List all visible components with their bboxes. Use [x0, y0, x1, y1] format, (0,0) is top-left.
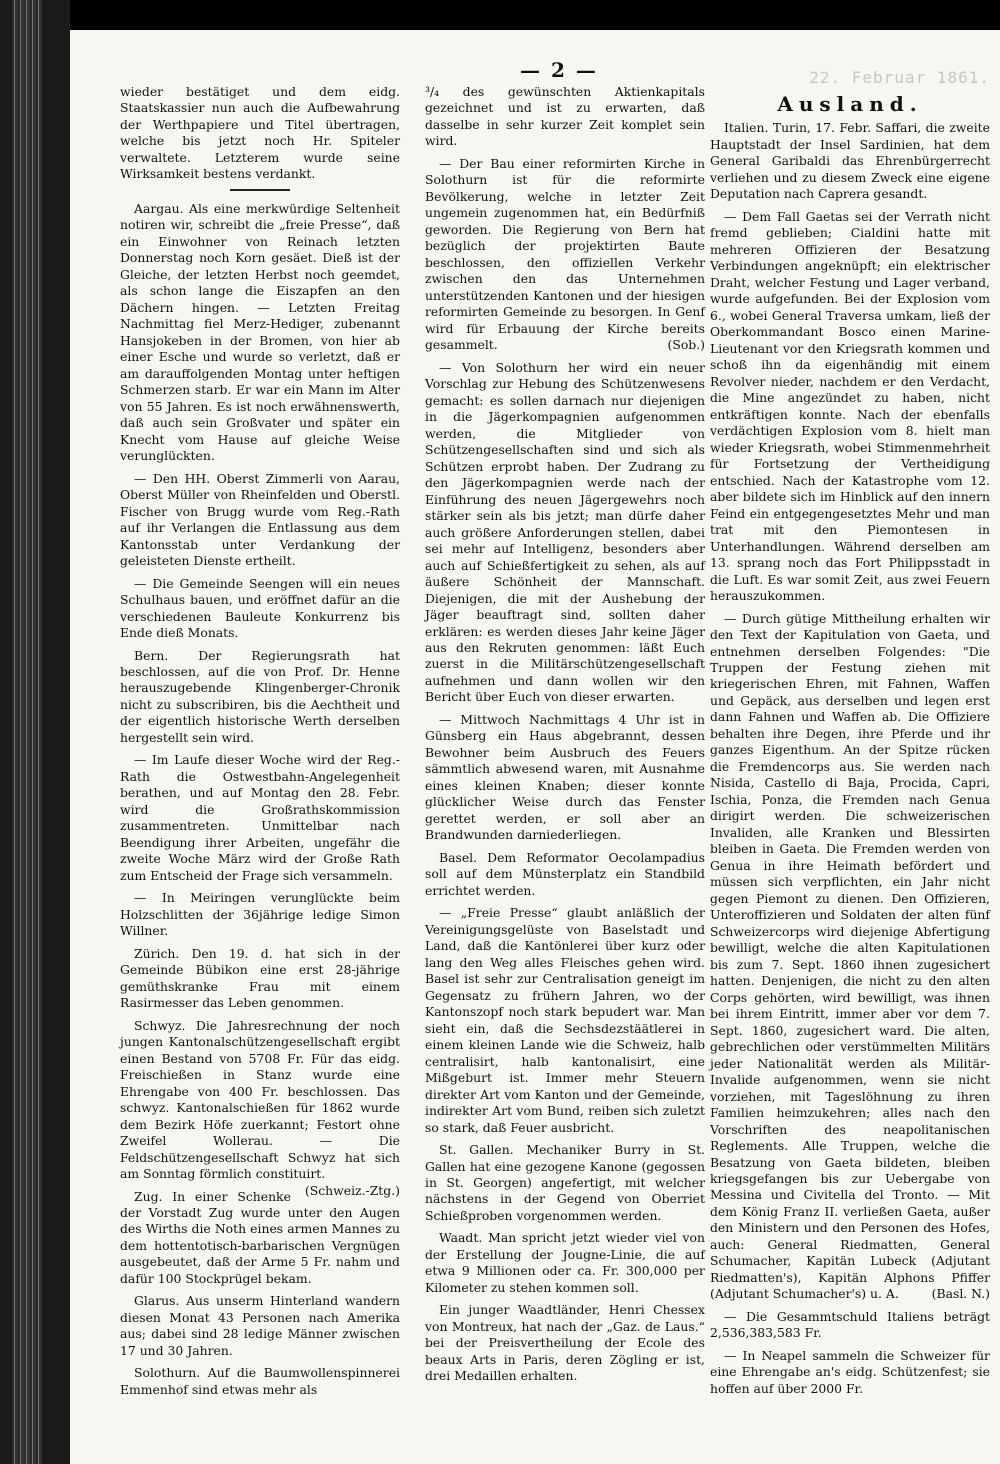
article-source: (Basl. N.)	[931, 1286, 990, 1302]
article: — Im Laufe dieser Woche wird der Reg.-Rath die Ostwestbahn-Angelegenheit berathen, und auf Montag den 28. Febr. wird die Großrathskommission zusammentreten. Unmittelbar nach Beendigung ihrer Arbeiten, ungefähr die zweite Woche März wird der Große Rath zum Entscheid der Frage sich versammeln.	[120, 752, 400, 883]
article	[425, 156, 705, 354]
article-basel: Basel. Dem Reformator Oecolampadius soll auf dem Münsterplatz ein Standbild errichtet werden.	[425, 849, 705, 898]
article: — Mittwoch Nachmittags 4 Uhr ist in Günsberg ein Haus abgebrannt, dessen Bewohner beim Ausbruch des Feuers sämmtlich abwesend waren, mit Ausnahme eines kleinen Knaben; dieser konnte glücklicher Weise durch das Fenster gerettet werden, er soll aber an Brandwunden darniederliegen.	[425, 711, 705, 843]
article: ³/₄ des gewünschten Aktienkapitals gezeichnet und ist zu erwarten, daß dasselbe in sehr kurzer Zeit komplet sein wird.	[425, 84, 705, 149]
article-st-gallen: St. Gallen. Mechaniker Burry in St. Gallen hat eine gezogene Kanone (gegossen in St. Georgen) angefertigt, mit welcher nächstens in der Gegend von Oberriet Schießproben vorgenommen werden.	[425, 1142, 705, 1223]
article-aargau: Aargau. Als eine merkwürdige Seltenheit notiren wir, schreibt die „freie Presse“, daß ein Einwohner von Reinach letzten Donnerstag noch Korn gesäet. Dieß ist der Gleiche, der letzten Herbst noch geemdet, als schon lange die Eiszapfen an den Dächern hingen. — Letzten Freitag Nachmittag fiel Merz-Hediger, zubenannt Hansjokeben in der Bromen, von hier ab einer Esche und wurde so verletzt, daß er am darauffolgenden Montag unter heftigen Schmerzen starb. Er war ein Mann im Alter von 55 Jahren. Es ist noch erwähnenswerth, daß auch sein Großvater und später ein Knecht vom Hause auf gleiche Weise verunglückten.	[120, 200, 400, 464]
article: — Die Gemeinde Seengen will ein neues Schulhaus bauen, und eröffnet dafür an die verschiedenen Bauleute Konkurrenz bis Ende dieß Monats.	[120, 575, 400, 641]
article: — Von Solothurn her wird ein neuer Vorschlag zur Hebung des Schützenwesens gemacht: es sollen darnach nur diejenigen in die Jägerkompagnien aufgenommen werden, die Mitglieder von Schützengesellschaften sind und sich als Schützen erprobt haben. Der Zudrang zu den Jägerkompagnien werde nach der Einführung des neuen Jägergewehrs noch stärker sein als bis jetzt; man dürfe daher auch größere Anforderungen stellen, dabei sei mehr auf Intelligenz, besonders aber auch auf Schießfertigkeit zu sehen, als auf äußere Schönheit der Mannschaft. Diejenigen, die mit der Aushebung der Jäger beauftragt sind, sollten daher erklären: es werden dieses Jahr keine Jäger aus den Rekruten genommen: läßt Euch zuerst in die Militärschützengesellschaft aufnehmen und dann wollen wir den Bericht über Euch von dieser erwarten.	[425, 359, 705, 705]
article-text: — Durch gütige Mittheilung erhalten wir den Text der Kapitulation von Gaeta, und entnehmen derselben Folgendes: "Die Truppen der Festung ziehen mit kriegerischen Ehren, mit Fahnen, Waffen und Gepäck, aus derselben und legen erst dann Fahnen und Waffen ab. Die Offiziere behalten ihre Degen, ihre Pferde und ihr ganzes Eigenthum. An der Spitze rücken die Fremdencorps aus. Sie werden nach Nisida, Castello di Baja, Procida, Capri, Ischia, Ponza, die Fremden nach Genua dirigirt werden. Die schweizerischen Invaliden, alle Kranken und Blessirten bleiben in Gaeta. Die Fremden werden von Genua in ihre Heimath befördert und müssen sich verpflichten, ein Jahr nicht gegen Piemont zu dienen. Den Offizieren, Unteroffizieren und Soldaten der alten fünf Schweizercorps wird diejenige Abfertigung bewilligt, welche die alten Kapitulationen bis zum 7. Sept. 1860 ihnen zugesichert hatten. Denjenigen, die nicht zu den alten Corps gehörten, wird bewilligt, was ihnen bei ihrem Eintritt, immer aber vor dem 7. Sept. 1860, zugesichert ward. Die alten, gebrechlichen oder verstümmelten Militärs jeder Nationalität werden als Militär-Invalide aufgenommen, wenn sie nicht vorziehen, mit Tageslöhnung zu ihren Familien heimzukehren; alles nach den Vorschriften des neapolitanischen Reglements. Alle Truppen, welche die Besatzung von Gaeta bildeten, bleiben kriegsgefangen bis zur Uebergabe von Messina und Civitella del Tronto. — Mit dem König Franz II. verließen Gaeta, außer den Ministern und den Personen des Hofes, auch: General Riedmatten, General Schumacher, Kapitän Lubeck (Adjutant Riedmatten's), Kapitän Alphons Pfiffer (Adjutant Schumacher's) u. A.	[710, 610, 990, 1302]
section-heading: Ausland.	[777, 92, 923, 116]
article: — Dem Fall Gaetas sei der Verrath nicht fremd geblieben; Cialdini hatte mit mehreren Offizieren der Besatzung Verbindungen angeknüpft; ein elektrischer Draht, welcher Festung und Lager verband, wurde aufgefunden. Bei der Explosion vom 6., wobei General Traversa umkam, ließ der Oberkommandant Bosco einen Marine-Lieutenant vor den Kriegsrath kommen und schoß ihn da eigenhändig mit einem Revolver nieder, nachdem er den Verdacht, die Mine angezündet zu haben, nicht entkräftigen konnte. Nach der ebenfalls verdächtigen Explosion vom 8. hielt man wieder Kriegsrath, wobei Stimmenmehrheit für Fortsetzung der Vertheidigung entschied. Nach der Katastrophe vom 12. aber bildete sich im Hinblick auf den innern Feind ein entgegengesetztes Mehr und man trat mit den Piemontesen in Unterhandlungen. Während derselben am 13. sprang noch das Fort Philippsstadt in die Luft. Es war somit Zeit, aus zwei Feuern herauszukommen.	[710, 208, 990, 604]
column-2	[425, 84, 705, 1391]
article-zug: Zug. In einer Schenke der Vorstadt Zug wurde unter den Augen des Wirths die Noth eines armen Mannes zu dem hottentotisch-barbarischen Vergnügen ausgebeutet, daß der Arme 5 Fr. nahm und dafür 100 Stockprügel bekam.	[120, 1188, 400, 1286]
article	[710, 611, 990, 1303]
article-source: (Schweiz.-Ztg.)	[304, 1182, 400, 1198]
scan-border-top	[0, 0, 1000, 30]
column-1	[120, 84, 400, 1404]
article: — „Freie Presse“ glaubt anläßlich der Vereinigungsgelüste von Baselstadt und Land, daß die Kantönlerei über kurz oder lang den Weg alles Fleisches gehen wird. Basel ist sehr zur Centralisation geneigt im Gegensatz zu frühern Jahren, wo der Kantonszopf noch stark bepudert war. Man sieht ein, daß die Sechsdezstäätlerei in einem kleinen Lande wie die Schweiz, halb centralisirt, halb kantonalisirt, eine Mißgeburt ist. Immer mehr Steuern direkter Art vom Kanton und der Gemeinde, indirekter Art vom Bund, reiben sich zuletzt so stark, daß Feuer ausbricht.	[425, 905, 705, 1135]
article-solothurn: Solothurn. Auf die Baumwollenspinnerei Emmenhof sind etwas mehr als	[120, 1365, 400, 1397]
article: Ein junger Waadtländer, Henri Chessex von Montreux, hat nach der „Gaz. de Laus.“ bei der Preisvertheilung der Ecole des beaux Arts in Paris, deren Zögling er ist, drei Medaillen erhalten.	[425, 1302, 705, 1384]
article: — Die Gesammtschuld Italiens beträgt 2,536,383,583 Fr.	[710, 1308, 990, 1341]
divider	[230, 189, 290, 191]
page-number: — 2 —	[520, 58, 598, 82]
article: — In Neapel sammeln die Schweizer für eine Ehrengabe an's eidg. Schützenfest; sie hoffen auf über 2000 Fr.	[710, 1347, 990, 1396]
column-3	[710, 92, 990, 1403]
article-text: Schwyz. Die Jahresrechnung der noch jungen Kantonalschützengesellschaft ergibt einen Bestand von 5708 Fr. Für das eidg. Freischießen in Stanz wurde eine Ehrengabe von 400 Fr. beschlossen. Das schwyz. Kantonalschießen für 1862 wurde dem Bezirk Höfe zuerkannt; Festort ohne Zweifel Wollerau. — Die Feldschützengesellschaft Schwyz hat sich am Sonntag förmlich constituirt.	[120, 1017, 400, 1182]
article-source: (Sob.)	[667, 337, 705, 353]
article: wieder bestätiget und dem eidg. Staatskassier nun auch die Aufbewahrung der Werthpapiere und Titel übertragen, welche bis jetzt noch Hr. Spiteler verwaltete. Letzterem wurde seine Wirksamkeit bestens verdankt.	[120, 84, 400, 182]
article-schwyz	[120, 1017, 400, 1198]
article-text: — Der Bau einer reformirten Kirche in Solothurn ist für die reformirte Bevölkerung, welche in letzter Zeit ungemein zugenommen hat, ein Bedürfniß geworden. Die Regierung von Bern hat bezüglich der projektirten Baute beschlossen, den offiziellen Verkehr zwischen den das Unternehmen unterstützenden Kantonen und der hiesigen reformirten Gemeinde zu besorgen. In Genf wird für Erbauung der Kirche bereits gesammelt.	[425, 155, 705, 353]
book-page-edges	[12, 0, 42, 1464]
article-waadt: Waadt. Man spricht jetzt wieder viel von der Erstellung der Jougne-Linie, die auf etwa 9 Millionen oder ca. Fr. 300,000 per Kilometer zu stehen kommen soll.	[425, 1230, 705, 1295]
article-bern: Bern. Der Regierungsrath hat beschlossen, auf die von Prof. Dr. Henne herauszugebende Klingenberger-Chronik nicht zu subscribiren, bis die Aechtheit und der eigentlich historische Werth derselben hergestellt sein wird.	[120, 647, 400, 745]
bleed-through-header: 22. Februar 1861.	[809, 68, 990, 87]
article-italien: Italien. Turin, 17. Febr. Saffari, die zweite Hauptstadt der Insel Sardinien, hat dem General Garibaldi das Ehrenbürgerrecht verliehen und zu diesem Zweck eine eigene Deputation nach Caprera gesandt.	[710, 120, 990, 202]
article-glarus: Glarus. Aus unserm Hinterland wandern diesen Monat 43 Personen nach Amerika aus; dabei sind 28 ledige Männer zwischen 17 und 30 Jahren.	[120, 1293, 400, 1358]
article-zuerich: Zürich. Den 19. d. hat sich in der Gemeinde Bübikon eine erst 28-jährige gemüthskranke Frau mit einem Rasirmesser das Leben genommen.	[120, 945, 400, 1011]
article: — In Meiringen verunglückte beim Holzschlitten der 36jährige ledige Simon Willner.	[120, 890, 400, 939]
article: — Den HH. Oberst Zimmerli von Aarau, Oberst Müller von Rheinfelden und Oberstl. Fischer von Brugg wurde vom Reg.-Rath auf ihr Verlangen die Entlassung aus dem Kantonsstab unter Verdankung der geleisteten Dienste ertheilt.	[120, 470, 400, 569]
